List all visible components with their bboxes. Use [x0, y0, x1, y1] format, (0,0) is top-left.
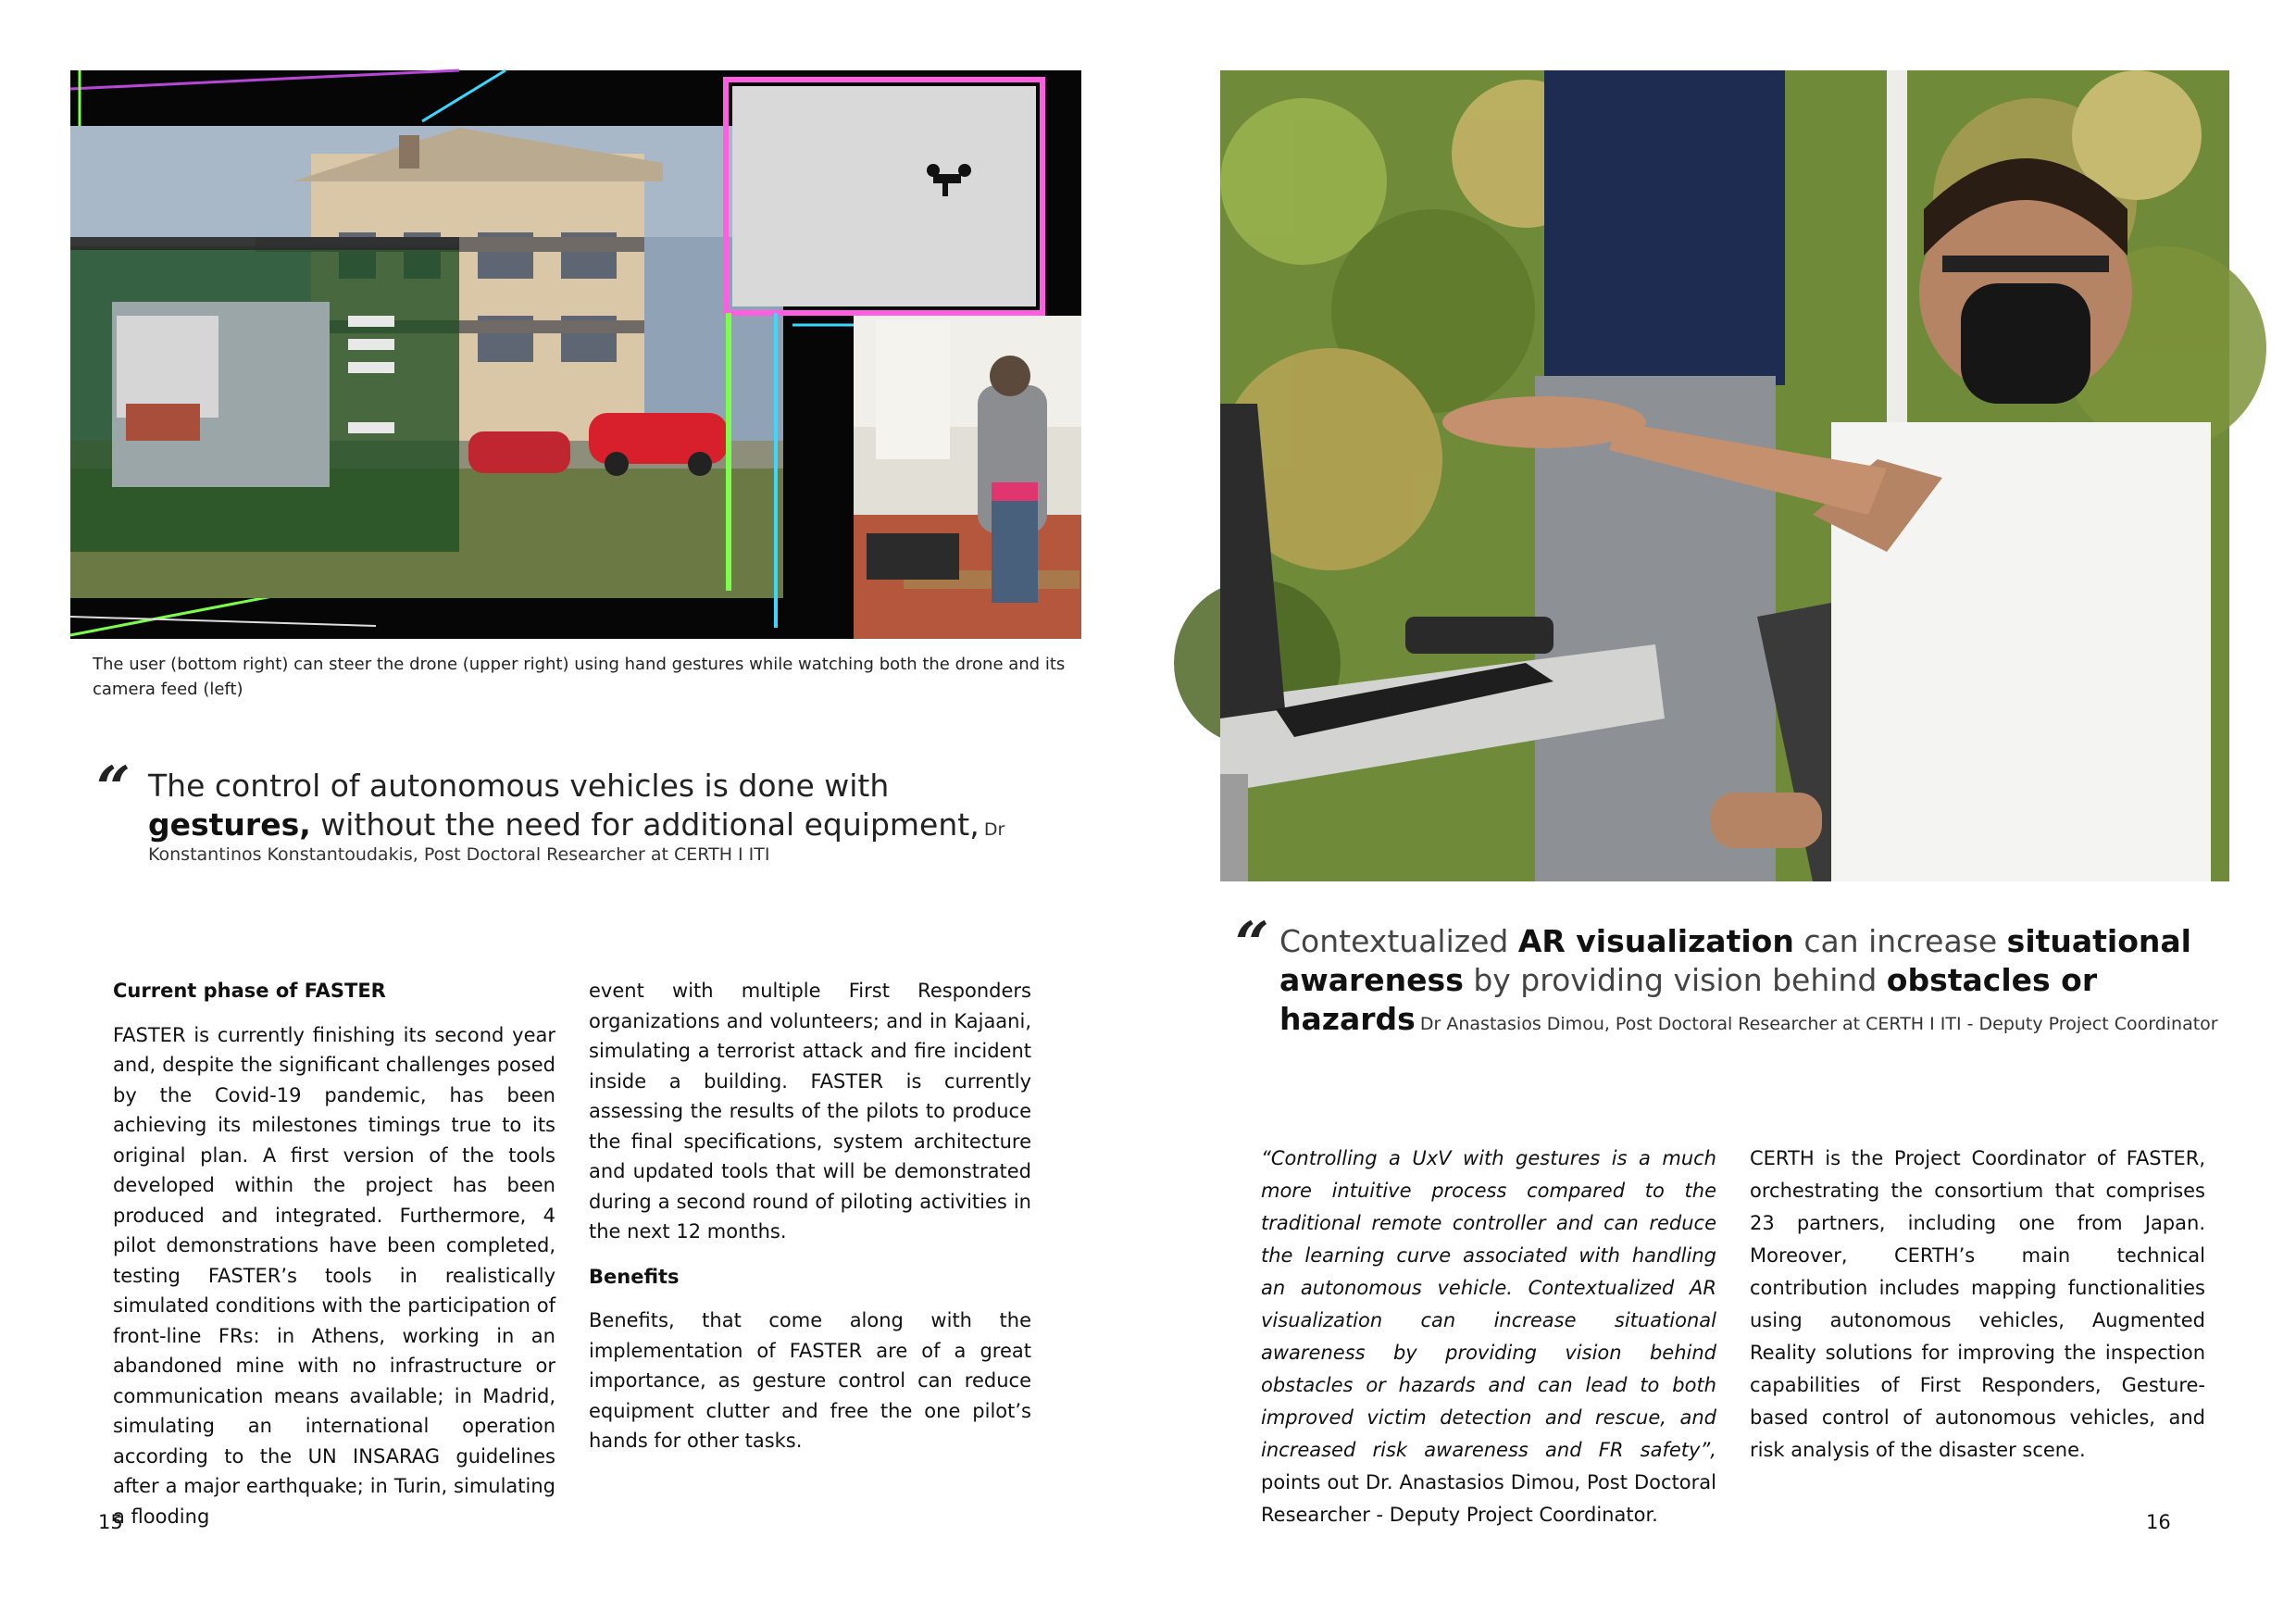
- quote-attribution: Dr Anastasios Dimou, Post Doctoral Researcher at CERTH I ITI - Deputy Project Coordinator: [1419, 1014, 2218, 1034]
- pull-quote-left: [148, 767, 1018, 865]
- quote-text: Contextualized AR visualization can increase situational awareness by providing vision behind obstacles or hazards: [1279, 923, 2191, 1037]
- pull-quote-right: [1279, 922, 2224, 1039]
- body-paragraph-continued: event with multiple First Responders organizations and volunteers; and in Kajaani, simulating a terrorist attack and fire incident inside a building. FASTER is currently assessing the results of the pilots to produce the final specifications, system architecture and updated tools that will be demonstrated during a second round of piloting activities in the next 12 months.: [589, 980, 1031, 1243]
- quote-attribution: Dr Konstantinos Konstantoudakis, Post Doctoral Researcher at CERTH I ITI: [148, 819, 1005, 865]
- section-heading: Benefits: [589, 1265, 680, 1288]
- body-paragraph: Benefits, that come along with the implementation of FASTER are of a great importance, as gesture control can reduce equipment clutter and free the one pilot’s hands for other tasks.: [589, 1309, 1031, 1452]
- ar-demo-photo: [70, 70, 1081, 639]
- researcher-photo: [1220, 70, 2229, 881]
- body-paragraph: “Controlling a UxV with gestures is a much more intuitive process compared to the traditional remote controller and can reduce the learning curve associated with handling an autonomous vehicle. Contextualized AR visualization can increase situational awareness by providing vision behind obstacles or hazards and can lead to both improved victim detection and rescue, and increased risk awareness and FR safety”, points out Dr. Anastasios Dimou, Post Doctoral Researcher - Deputy Project Coordinator.: [1261, 1147, 1716, 1526]
- section-heading: Current phase of FASTER: [113, 980, 386, 1002]
- page-number-left: 15: [98, 1511, 123, 1533]
- page-number-right: 16: [2146, 1511, 2171, 1533]
- column-4: [1750, 1143, 2205, 1481]
- quote-mark-icon: “: [96, 754, 131, 823]
- column-1: [113, 976, 555, 1528]
- photo-caption: The user (bottom right) can steer the drone (upper right) using hand gestures while watching both the drone and its camera feed (left): [93, 655, 1066, 699]
- body-paragraph: FASTER is currently finishing its second year and, despite the significant challenges posed by the Covid-19 pandemic, has been achieving its milestones timings true to its original plan. A first version of the tools developed within the project has been produced and integrated. Furthermore, 4 pilot demonstrations have been completed, testing FASTER’s tools in realistically simulated conditions with the participation of front-line FRs: in Athens, working in an abandoned mine with no infrastructure or communication means available; in Madrid, simulating an international operation according to the UN INSARAG guidelines after a major earthquake; in Turin, simulating a flooding: [113, 1023, 555, 1528]
- column-2: [589, 976, 1031, 1471]
- body-paragraph: CERTH is the Project Coordinator of FASTER, orchestrating the consortium that comprises 23 partners, including one from Japan. Moreover, CERTH’s main technical contribution includes mapping functionalities using autonomous vehicles, Augmented Reality solutions for improving the inspection capabilities of First Responders, Gesture-based control of autonomous vehicles, and risk analysis of the disaster scene.: [1750, 1147, 2205, 1461]
- quote-mark-icon: “: [1235, 909, 1269, 979]
- column-3: [1261, 1143, 1716, 1546]
- quote-text: The control of autonomous vehicles is done with gestures, without the need for additional equipment,: [148, 768, 980, 843]
